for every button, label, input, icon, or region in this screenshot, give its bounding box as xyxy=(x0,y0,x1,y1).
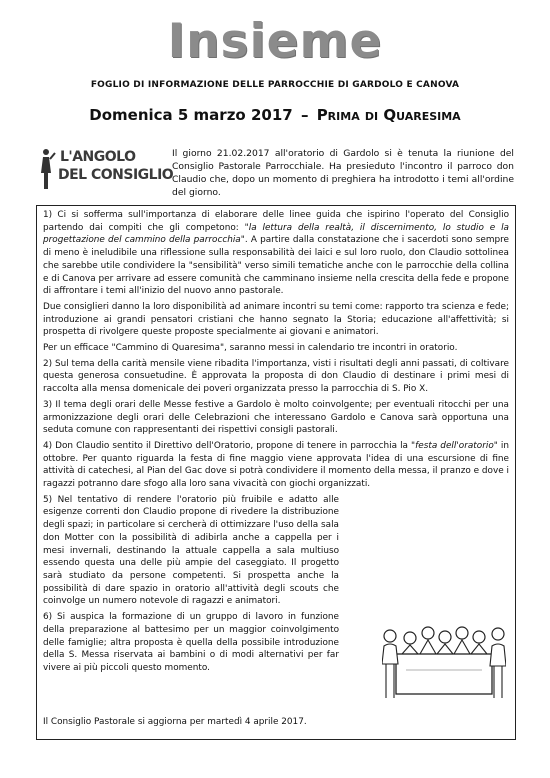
masthead-title: Insieme xyxy=(167,14,383,69)
issue-separator: – xyxy=(300,106,309,124)
minutes-box xyxy=(36,205,516,740)
logo-text-line2: DEL CONSIGLIO xyxy=(58,167,174,183)
point-1-text-b: . A partire dalla constatazione che i sacerdoti sono sempre di meno è ineludibile una riflessione sulla responsabilità dei laici e sul loro ruolo, don Claudio sottolinea che sarebbe utile condividere la "sensibilità" verso simili tematiche anche con le parrocchie della collina e di Canova per arrivare ad essere comunità che camminano insieme nella crescita della fede e propone di affrontare i temi all'inizio del nuovo anno pastorale. xyxy=(43,235,510,297)
point-2: 2) Sul tema della carità mensile viene ribadita l'importanza, visti i risultati degli anni passati, di coltivare questa generosa consuetudine. È approvata la proposta di don Claudio di destinare i primi mesi di raccolta alla mensa domenicale dei poveri organizzata presso la parrocchia di S. Pio X. xyxy=(43,358,509,395)
point-1 xyxy=(43,209,509,298)
speaker-silhouette-icon xyxy=(36,147,56,191)
point-1-quote: "la lettura della realtà, il discernimento, lo studio e la progettazione del cammino della parrocchia" xyxy=(43,222,509,246)
issue-date: Domenica 5 marzo 2017 xyxy=(89,106,293,124)
people-group-illustration xyxy=(382,624,506,702)
minutes-body xyxy=(43,209,509,678)
point-4 xyxy=(43,440,509,491)
point-1-lent: Per un efficace "Cammino di Quaresima", saranno messi in calendario tre incontri in oratorio. xyxy=(43,343,458,354)
point-4-text-b: in ottobre. Per quanto riguarda la festa di fine maggio viene approvata l'idea di una escursione di fine attività di catechesi, al Pian del Gac dove si potrà condividere il momento della messa, il pranzo e dove i ragazzi potranno dare sfogo alla loro sana vivacità con giochi organizzati. xyxy=(43,440,509,490)
issue-subtitle: Prima di Quaresima xyxy=(316,106,461,124)
point-4-text-a: 4) Don Claudio sentito il Direttivo dell'Oratorio, propone di tenere in parrocchia la xyxy=(43,440,412,451)
masthead-subtitle: FOGLIO DI INFORMAZIONE DELLE PARROCCHIE DI GARDOLO E CANOVA xyxy=(90,80,460,90)
point-5: 5) Nel tentativo di rendere l'oratorio più fruibile e adatto alle esigenze correnti don Claudio propone di rivedere la distribuzione degli spazi; in particolare si cercherà di ottimizzare l'uso della sala don Motter con la possibilità di adibirla anche a cappella per i mesi invernali, destinando la attuale cappella a sala multiuso essendo questa una delle più ampie del caseggiato. Il progetto sarà studiato da persone competenti. Si prospetta anche la possibilità di dare spazio in oratorio all'attività degli scouts che coinvolge un numero notevole di ragazzi e animatori. xyxy=(43,494,339,607)
point-1-volunteers: Due consiglieri danno la loro disponibilità ad animare incontri su temi come: rapporto tra scienza e fede; introduzione ai grandi pensatori cristiani che hanno segnato la Storia; educazione all'affettività; si prospetta di rivolgere queste proposte specialmente ai giovani e animatori. xyxy=(43,301,509,338)
point-6: 6) Si auspica la formazione di un gruppo di lavoro in funzione della preparazione al battesimo per un maggior coinvolgimento delle famiglie; altra proposta è quella della possibile introduzione della S. Messa riservata ai bambini o di modi alternativi per far vivere ai più piccoli questo momento. xyxy=(43,612,339,673)
corner-logo xyxy=(36,145,174,195)
intro-paragraph: Il giorno 21.02.2017 all'oratorio di Gardolo si è tenuta la riunione del Consiglio Pastorale Parrocchiale. Ha presieduto l'incontro il parroco don Claudio che, dopo un momento di preghiera ha introdotto i temi all'ordine del giorno. xyxy=(172,148,514,198)
point-1-text-a: 1) Ci si sofferma sull'importanza di elaborare delle linee guida che ispirino l'operato del Consiglio partendo dai compiti che gli competono: xyxy=(43,210,509,233)
issue-heading xyxy=(0,106,550,124)
point-3: 3) Il tema degli orari delle Messe festive a Gardolo è molto coinvolgente; per eventuali ritocchi per una armonizzazione degli orari delle Celebrazioni che interessano Gardolo e Canova sarà opportuna una seduta comune con rappresentanti dei rispettivi consigli pastorali. xyxy=(43,399,509,436)
point-4-quote: "festa dell'oratorio" xyxy=(411,440,498,451)
logo-text-line1: L'ANGOLO xyxy=(60,149,136,165)
closing-note: Il Consiglio Pastorale si aggiorna per martedì 4 aprile 2017. xyxy=(43,717,307,727)
